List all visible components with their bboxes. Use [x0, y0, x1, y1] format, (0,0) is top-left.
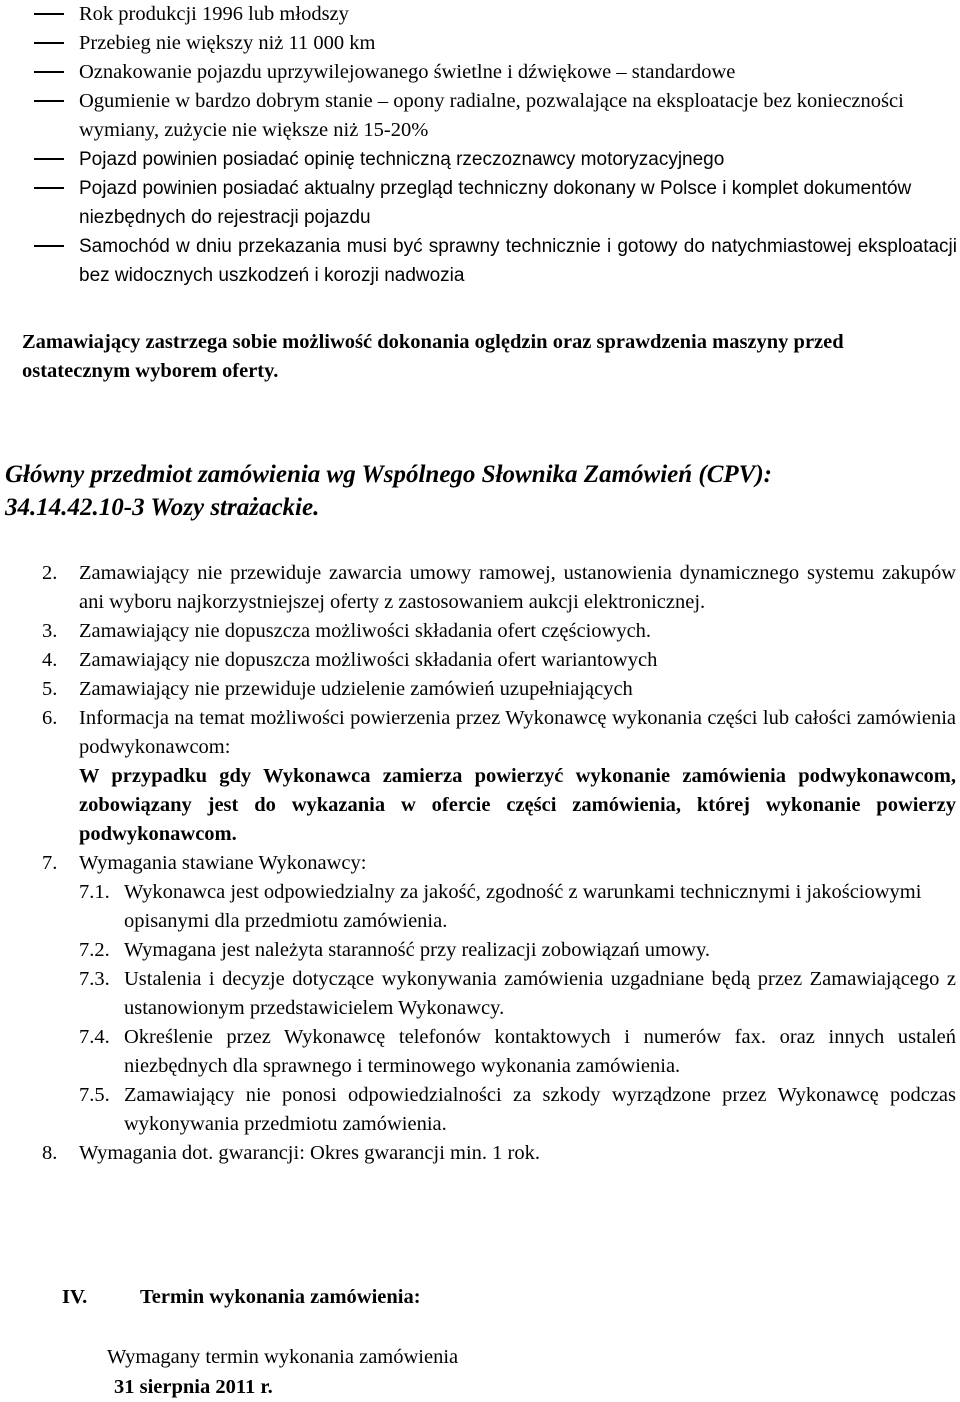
list-item: 4. Zamawiający nie dopuszcza możliwości składania ofert wariantowych — [0, 646, 956, 675]
numbered-list — [0, 559, 960, 1168]
sub-list-item: 7.5. Zamawiający nie ponosi odpowiedzialności za szkody wyrządzone przez Wykonawcę podczas wykonywania przedmiotu zamówienia. — [0, 1081, 956, 1139]
requirement-item: Ogumienie w bardzo dobrym stanie – opony radialne, pozwalające na eksploatacje bez konieczności wymiany, zużycie nie większe niż 15-20% — [0, 87, 957, 145]
cpv-heading — [5, 458, 945, 524]
deadline-label: Wymagany termin wykonania zamówienia — [107, 1346, 459, 1368]
requirement-item: Przebieg nie większy niż 11 000 km — [0, 29, 957, 58]
item-number: 4. — [42, 649, 58, 671]
requirement-item: Rok produkcji 1996 lub młodszy — [0, 0, 957, 29]
item-number: 7. — [42, 852, 58, 874]
item-number: 3. — [42, 620, 58, 642]
cpv-title: Główny przedmiot zamówienia wg Wspólnego Słownika Zamówień (CPV): — [5, 461, 772, 488]
requirement-item: Pojazd powinien posiadać opinię techniczną rzeczoznawcy motoryzacyjnego — [0, 145, 957, 174]
sub-list-item: 7.4. Określenie przez Wykonawcę telefonów kontaktowych i numerów fax. oraz innych ustaleń niezbędnych dla sprawnego i terminowego wykonania zamówienia. — [0, 1023, 956, 1081]
item-number: 2. — [42, 562, 58, 584]
sub-item-number: 7.3. — [79, 968, 110, 990]
cpv-code: 34.14.42.10-3 Wozy strażackie. — [5, 494, 320, 521]
dash-bullet-icon — [34, 245, 64, 247]
item-number: 8. — [42, 1142, 58, 1164]
section-title: Termin wykonania zamówienia: — [140, 1286, 421, 1308]
inspection-notice: Zamawiający zastrzega sobie możliwość dokonania oględzin oraz sprawdzenia maszyny przed ostatecznym wyborem oferty. — [22, 331, 844, 382]
dash-bullet-icon — [34, 100, 64, 102]
sub-item-number: 7.4. — [79, 1026, 110, 1048]
sub-item-number: 7.5. — [79, 1084, 110, 1106]
sub-list-item: 7.2. Wymagana jest należyta staranność przy realizacji zobowiązań umowy. — [0, 936, 956, 965]
dash-bullet-icon — [34, 71, 64, 73]
sub-item-number: 7.2. — [79, 939, 110, 961]
dash-bullet-icon — [34, 13, 64, 15]
requirement-item: Oznakowanie pojazdu uprzywilejowanego świetlne i dźwiękowe – standardowe — [0, 58, 957, 87]
item-number: 6. — [42, 707, 58, 729]
dash-bullet-icon — [34, 42, 64, 44]
sub-list-item: 7.1. Wykonawca jest odpowiedzialny za jakość, zgodność z warunkami technicznymi i jakościowymi opisanymi dla przedmiotu zamówienia. — [0, 878, 956, 936]
dash-bullet-icon — [34, 187, 64, 189]
list-item: 5. Zamawiający nie przewiduje udzielenie zamówień uzupełniających — [0, 675, 956, 704]
list-item: 6. Informacja na temat możliwości powierzenia przez Wykonawcę wykonania części lub całości zamówienia podwykonawcom: W przypadku gdy Wykonawca zamierza powierzyć wykonanie zamówienia podwykonawcom, zobowiązany jest do wykazania w ofercie części zamówienia, której wykonanie powierzy podwykonawcom. — [0, 704, 956, 849]
dash-bullet-icon — [34, 158, 64, 160]
requirement-item: Samochód w dniu przekazania musi być sprawny technicznie i gotowy do natychmiastowej eksploatacji bez widocznych uszkodzeń i korozji nadwozia — [0, 232, 957, 290]
list-item: 7. Wymagania stawiane Wykonawcy: — [0, 849, 956, 878]
list-item: 8. Wymagania dot. gwarancji: Okres gwarancji min. 1 rok. — [0, 1139, 956, 1168]
item-number: 5. — [42, 678, 58, 700]
subcontractor-clause: W przypadku gdy Wykonawca zamierza powierzyć wykonanie zamówienia podwykonawcom, zobowiązany jest do wykazania w ofercie części zamówienia, której wykonanie powierzy podwykonawcom. — [79, 765, 956, 845]
vehicle-requirements-list — [0, 0, 960, 290]
list-item: 2. Zamawiający nie przewiduje zawarcia umowy ramowej, ustanowienia dynamicznego systemu zakupów ani wyboru najkorzystniejszej oferty z zastosowaniem aukcji elektronicznej. — [0, 559, 956, 617]
sub-list-item: 7.3. Ustalenia i decyzje dotyczące wykonywania zamówienia uzgadniane będą przez Zamawiającego z ustanowionym przedstawicielem Wykonawcy. — [0, 965, 956, 1023]
list-item: 3. Zamawiający nie dopuszcza możliwości składania ofert częściowych. — [0, 617, 956, 646]
requirement-item: Pojazd powinien posiadać aktualny przegląd techniczny dokonany w Polsce i komplet dokumentów niezbędnych do rejestracji pojazdu — [0, 174, 957, 232]
deadline-date: 31 sierpnia 2011 r. — [114, 1376, 273, 1398]
section-number: IV. — [62, 1286, 88, 1308]
sub-item-number: 7.1. — [79, 881, 110, 903]
